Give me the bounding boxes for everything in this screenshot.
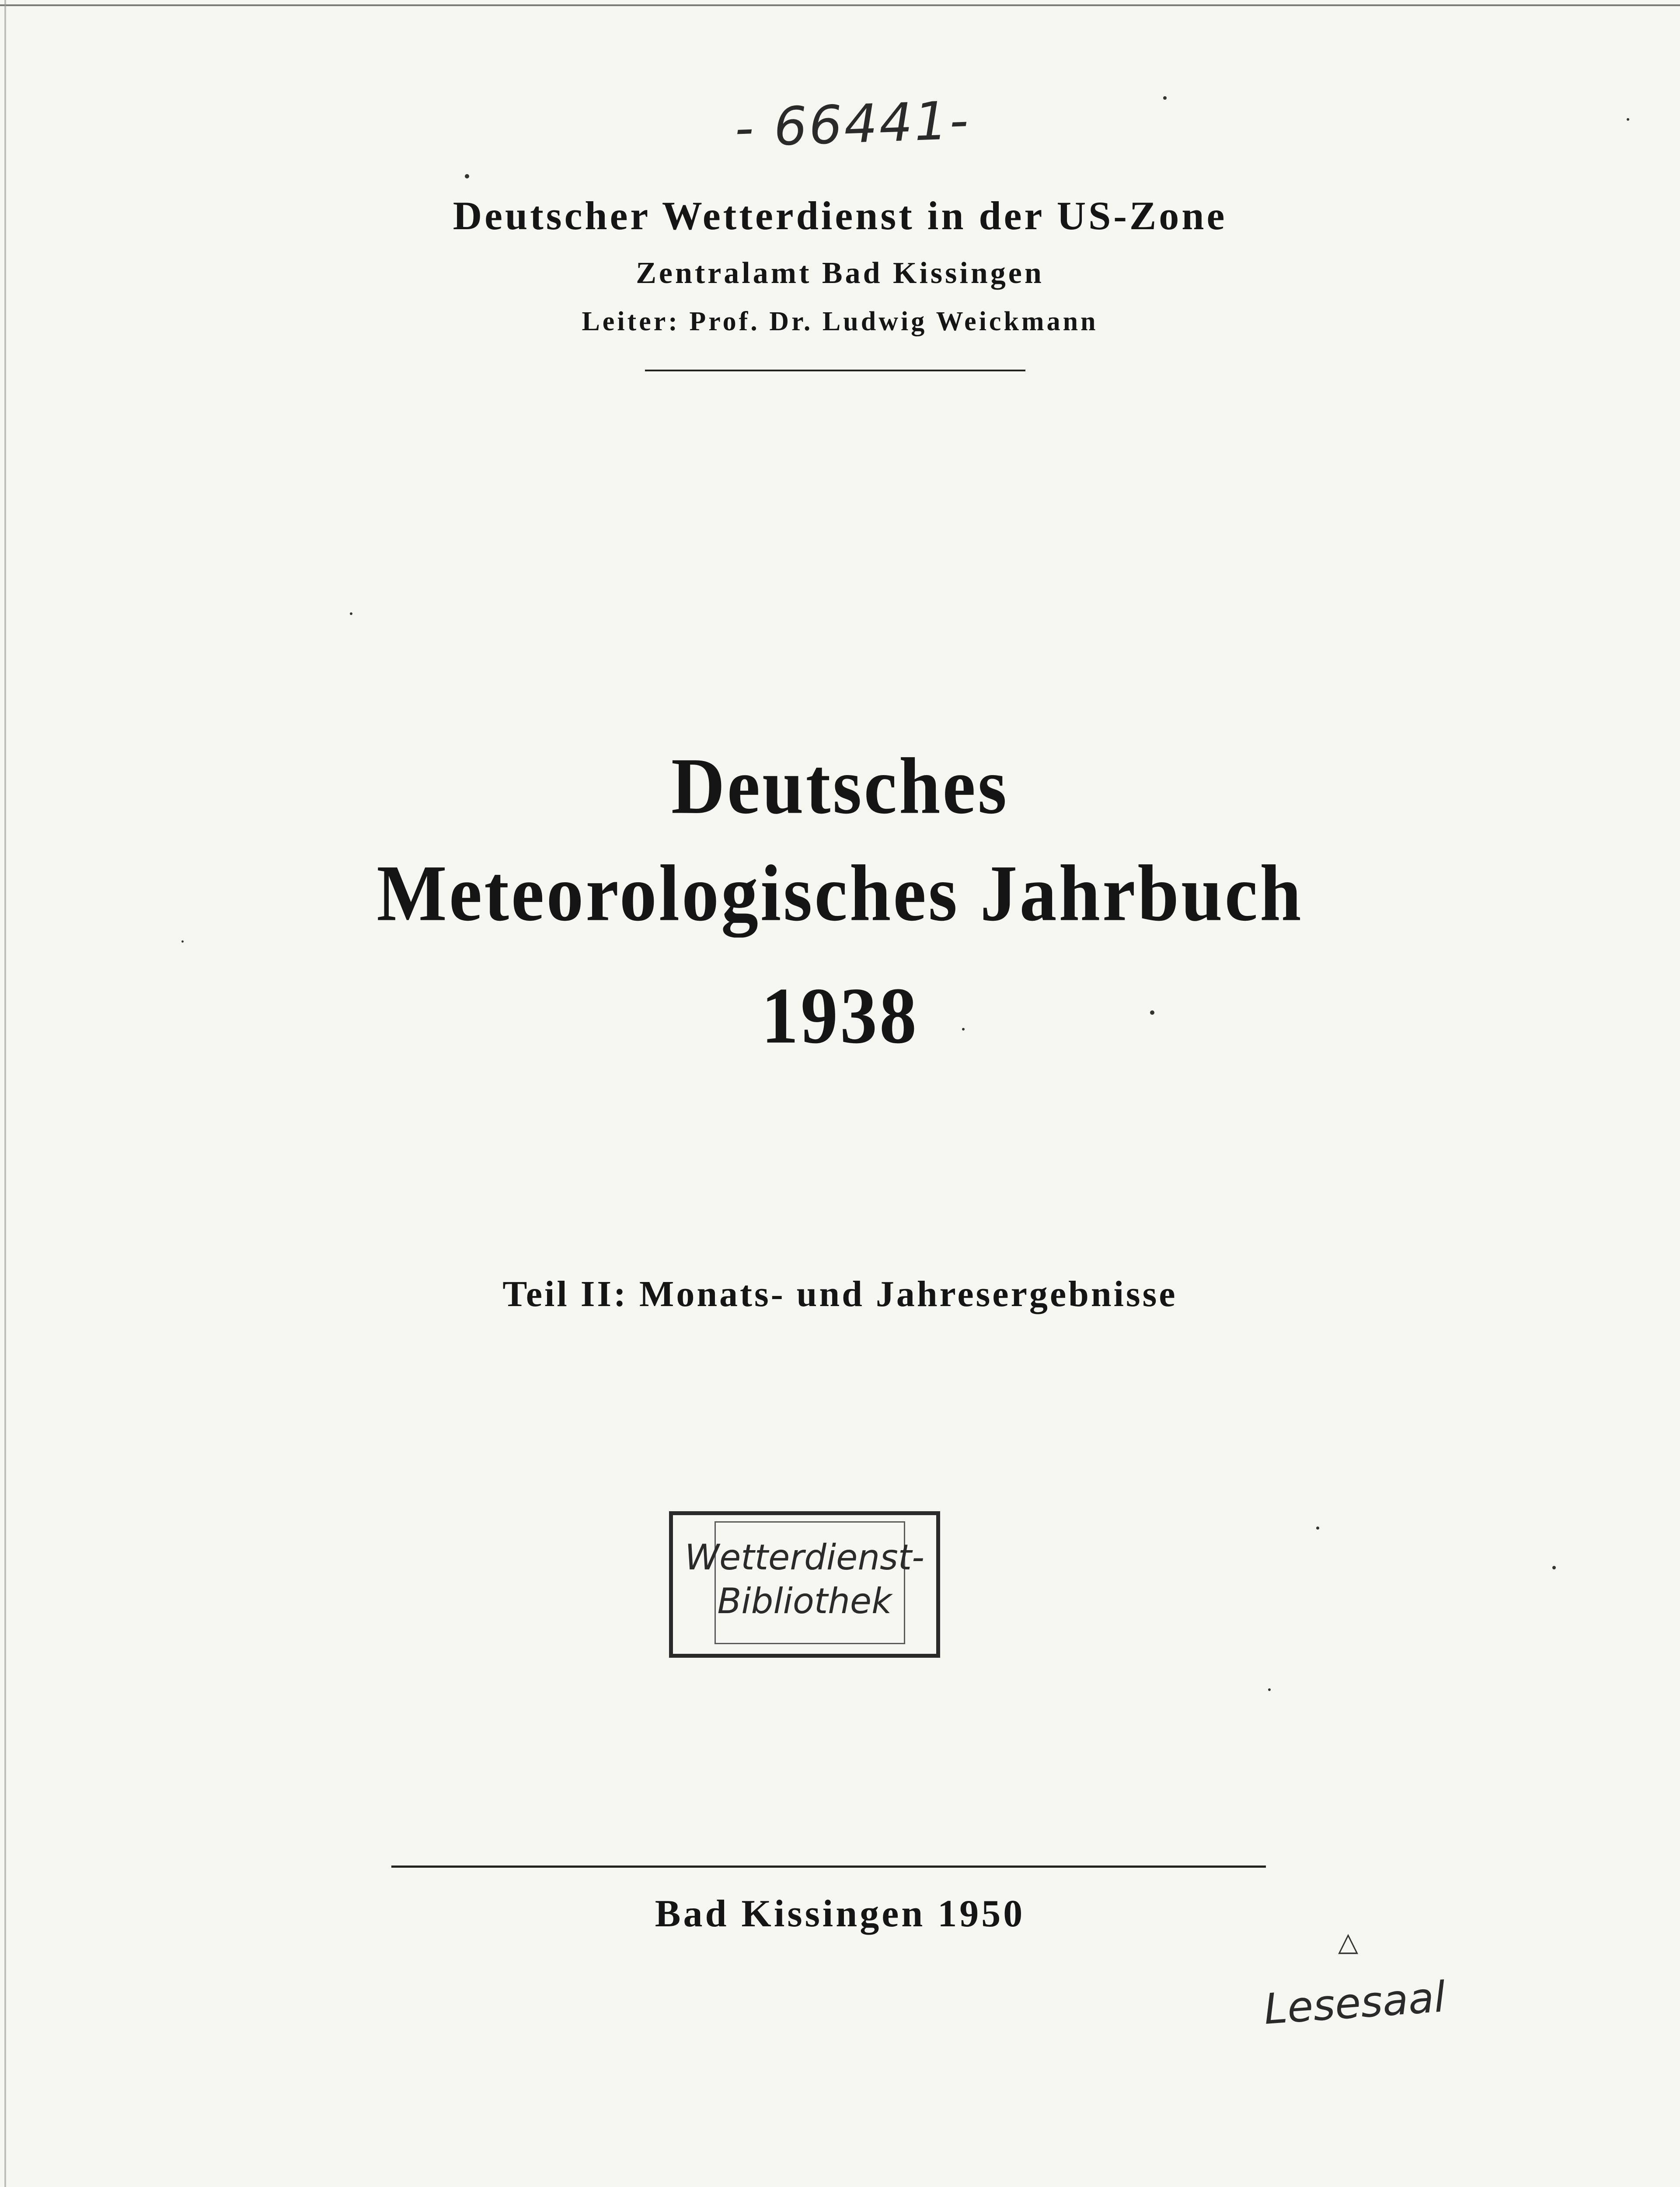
- stamp-line-1: Wetterdienst-: [684, 1537, 924, 1578]
- paper-speck: [465, 174, 469, 178]
- page-top-edge: [0, 4, 1680, 6]
- title-line-2: Meteorologisches Jahrbuch: [376, 849, 1304, 938]
- paper-speck: [1316, 1527, 1319, 1530]
- office-subheading: Zentralamt Bad Kissingen: [636, 256, 1044, 290]
- paper-speck: [1163, 96, 1167, 100]
- issuer-heading: Deutscher Wetterdienst in der US-Zone: [453, 193, 1227, 238]
- imprint-line: Bad Kissingen 1950: [655, 1893, 1025, 1935]
- library-stamp: [669, 1511, 940, 1658]
- part-subtitle: Teil II: Monats- und Jahresergebnisse: [502, 1274, 1178, 1314]
- paper-speck: [1552, 1566, 1556, 1569]
- paper-speck: [962, 1028, 965, 1031]
- paper-speck: [350, 612, 352, 615]
- paper-speck: [1150, 1010, 1154, 1015]
- stamp-line-2: Bibliothek: [717, 1581, 892, 1621]
- handwritten-catalog-number: - 66441-: [733, 90, 971, 159]
- handwritten-note: Lesesaal: [1262, 1972, 1447, 2034]
- director-line: Leiter: Prof. Dr. Ludwig Weickmann: [582, 307, 1098, 336]
- title-line-1: Deutsches: [671, 741, 1009, 831]
- triangle-mark-icon: △: [1338, 1927, 1359, 1957]
- imprint-divider: [391, 1866, 1266, 1868]
- paper-speck: [181, 940, 184, 943]
- paper-speck: [1268, 1688, 1271, 1691]
- paper-speck: [1627, 118, 1629, 121]
- header-divider: [645, 370, 1025, 371]
- title-year: 1938: [761, 971, 919, 1060]
